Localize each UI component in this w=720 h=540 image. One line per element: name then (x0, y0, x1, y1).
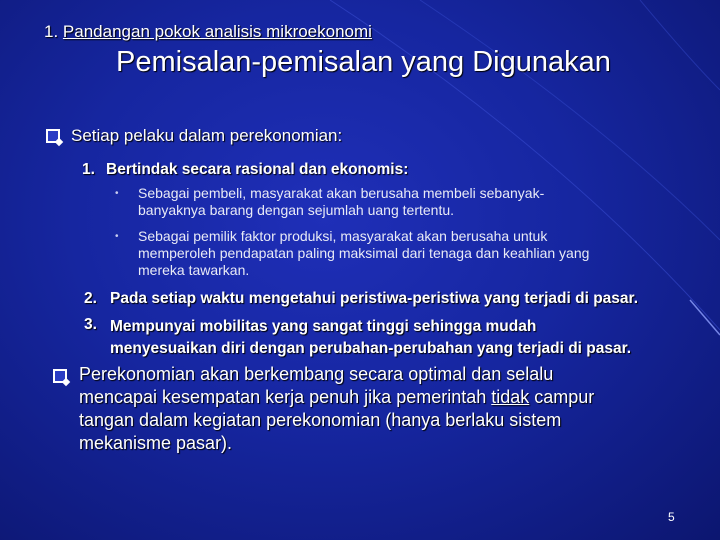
page-number: 5 (668, 510, 675, 524)
point-2-line-2-end: campur (529, 387, 595, 407)
dot-bullet-icon: • (115, 231, 119, 242)
square-bullet-icon (53, 369, 67, 383)
point-2-text (79, 363, 594, 455)
item-1-text: Bertindak secara rasional dan ekonomis: (106, 161, 409, 178)
point-2-line-4: mekanisme pasar). (79, 433, 233, 453)
section-header (44, 22, 372, 42)
item-3-number: 3. (84, 316, 97, 333)
point-2-line-2-start: mencapai kesempatan kerja penuh jika pemerintah (79, 387, 492, 407)
point-2-line-2 (79, 386, 594, 409)
item-2-text: Pada setiap waktu mengetahui peristiwa-peristiwa yang terjadi di pasar. (110, 290, 639, 307)
page-title: Pemisalan-pemisalan yang Digunakan (116, 46, 611, 78)
item-2-number: 2. (84, 290, 97, 307)
dot-bullet-icon: • (115, 188, 119, 199)
section-number: 1. (44, 22, 59, 41)
point-2-line-1: Perekonomian akan berkembang secara optimal dan selalu (79, 364, 554, 384)
square-bullet-icon (46, 129, 60, 143)
subitem-1-line-2: banyaknya barang dengan sejumlah uang tertentu. (138, 202, 455, 218)
subitem-1-line-1: Sebagai pembeli, masyarakat akan berusaha membeli sebanyak- (138, 185, 545, 201)
point-2-line-3: tangan dalam kegiatan perekonomian (hanya berlaku sistem (79, 410, 562, 430)
subitem-2-line-3: mereka tawarkan. (138, 262, 250, 278)
subitem-2-line-1: Sebagai pemilik faktor produksi, masyarakat akan berusaha untuk (138, 228, 548, 244)
item-3-text (110, 316, 631, 360)
point-1-text: Setiap pelaku dalam perekonomian: (71, 126, 343, 145)
item-3-line-2: menyesuaikan diri dengan perubahan-perubahan yang terjadi di pasar. (110, 340, 632, 357)
section-header-text: Pandangan pokok analisis mikroekonomi (62, 22, 372, 41)
subitem-2 (138, 228, 589, 279)
subitem-1 (138, 185, 544, 219)
item-1-number: 1. (82, 161, 95, 178)
emphasis-tidak: tidak (491, 387, 530, 407)
subitem-2-line-2: memperoleh pendapatan paling maksimal dari tenaga dan keahlian yang (138, 245, 590, 261)
item-3-line-1: Mempunyai mobilitas yang sangat tinggi sehingga mudah (110, 318, 537, 335)
